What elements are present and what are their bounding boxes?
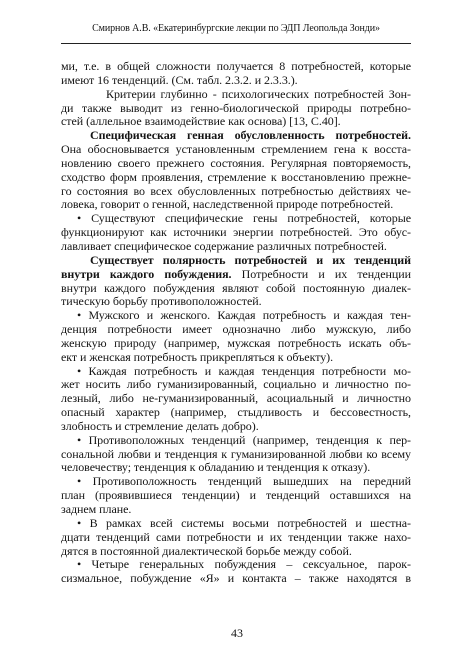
- text-run: опасный характер (например, стыдливость и бессовестность,: [61, 405, 411, 420]
- text-line: [61, 531, 411, 545]
- text-run: • Мужского и женского. Каждая потребность и каждая тен-: [77, 308, 411, 323]
- text-run: тическую борьбу противоположностей.: [61, 294, 262, 309]
- text-run: новлению своего прежнего состояния. Регулярная повторяемость,: [61, 155, 411, 170]
- text-run: лезный, либо не-гуманизированный, асоциальный и личностно: [61, 391, 411, 406]
- text-line: [61, 268, 411, 282]
- text-line: [61, 517, 411, 531]
- text-line: [61, 185, 411, 199]
- text-run: • В рамках всей системы восьми потребностей и шестна-: [77, 515, 411, 530]
- bold-text: Специфическая генная обусловленность потребностей.: [90, 128, 411, 143]
- text-run: сизмальное, побуждение «Я» и контакта – также находятся в: [61, 571, 411, 586]
- header-divider: [61, 43, 411, 44]
- text-line: [61, 198, 411, 212]
- text-run: функционируют как источники энергии потребностей. Это обус-: [61, 225, 411, 240]
- text-line: [61, 88, 411, 102]
- running-header: Смирнов А.В. «Екатеринбургские лекции по ЭДП Леопольда Зонди»: [92, 23, 380, 34]
- text-line: [61, 489, 411, 503]
- text-line: [61, 323, 411, 337]
- text-run: • Каждая потребность и каждая тенденция потребности мо-: [77, 363, 411, 378]
- text-line: [61, 351, 411, 365]
- text-run: имеют 16 тенденций. (См. табл. 2.3.2. и 2.3.3.).: [61, 72, 298, 87]
- text-line: [61, 558, 411, 572]
- text-run: стей (аллельное взаимодействие как основа) [13, С.40].: [61, 114, 341, 129]
- text-line: [61, 392, 411, 406]
- text-run: денция потребности имеет однозначно либо мужскую, либо: [61, 322, 411, 337]
- text-run: план (проявившиеся тенденции) и тенденций оставшихся на: [61, 488, 411, 503]
- text-line: [61, 503, 411, 517]
- text-run: ди также выводит из генно-биологической природы потребно-: [61, 100, 411, 115]
- bold-text: внутри каждого побуждения.: [61, 266, 232, 281]
- text-run: сональной любви и тенденция к гуманизированной любви ко всему: [61, 446, 411, 461]
- text-run: ми, т.е. в общей сложности получается 8 потребностей, которые: [61, 59, 411, 73]
- text-line: [61, 143, 411, 157]
- text-run: Потребности и их тенденции: [231, 266, 411, 281]
- text-line: [61, 406, 411, 420]
- text-line: [61, 171, 411, 185]
- text-line: [61, 282, 411, 296]
- text-line: [61, 74, 411, 88]
- text-run: заднем плане.: [61, 502, 132, 516]
- text-run: • Существуют специфические гены потребностей, которые: [77, 211, 411, 226]
- text-line: [61, 226, 411, 240]
- text-line: [61, 309, 411, 323]
- text-run: Критерии глубинно - психологических потребностей Зон-: [106, 86, 411, 101]
- text-line: [61, 475, 411, 489]
- text-run: внутри каждого побуждения являют собой постоянную диалек-: [61, 280, 411, 295]
- text-line: [61, 365, 411, 379]
- text-line: [61, 572, 411, 586]
- text-line: [61, 240, 411, 254]
- page-number: 43: [231, 626, 243, 640]
- text-line: [61, 60, 411, 74]
- text-run: • Четыре генеральных побуждения – сексуальное, парок-: [77, 557, 411, 572]
- text-run: дцати тенденций сами потребности и их тенденции также нахо-: [61, 529, 411, 544]
- text-run: женскую природу (например, мужская потребность искать объ-: [61, 335, 411, 350]
- text-line: [61, 378, 411, 392]
- text-line: [61, 295, 411, 309]
- text-run: ловека, говорит о генной, наследственной природе потребностей.: [61, 197, 394, 212]
- text-line: [61, 337, 411, 351]
- text-run: сходство форм проявления, стремление к восстановлению прежне-: [61, 169, 411, 184]
- text-run: • Противоположных тенденций (например, тенденция к пер-: [77, 432, 411, 447]
- text-line: [61, 448, 411, 462]
- text-line: [61, 212, 411, 226]
- text-run: ект и женская потребность прикрепляться к объекту).: [61, 349, 334, 364]
- text-run: дятся в постоянной диалектической борьбе между собой.: [61, 543, 352, 558]
- text-run: Она обосновывается установленным стремлением гена к восста-: [61, 142, 411, 157]
- text-line: [61, 129, 411, 143]
- text-line: [61, 254, 411, 268]
- bold-text: Существует полярность потребностей и их тенденций: [90, 252, 411, 267]
- text-run: человечеству; тенденция к обладанию и тенденция к отказу).: [61, 460, 371, 475]
- text-line: [61, 545, 411, 559]
- text-run: жет носить либо гуманизированный, социально и личностно по-: [61, 377, 411, 392]
- text-line: [61, 157, 411, 171]
- text-run: • Противоположность тенденций вышедших на передний: [77, 474, 411, 489]
- body-text: [61, 60, 411, 586]
- text-run: злобность и стремление делать добро).: [61, 418, 259, 433]
- text-run: лавливает специфическое содержание различных потребностей.: [61, 238, 387, 253]
- text-run: го состояния во всех обусловленных потребностью действиях че-: [61, 183, 411, 198]
- text-line: [61, 102, 411, 116]
- text-line: [61, 420, 411, 434]
- text-line: [61, 115, 411, 129]
- text-line: [61, 461, 411, 475]
- text-line: [61, 434, 411, 448]
